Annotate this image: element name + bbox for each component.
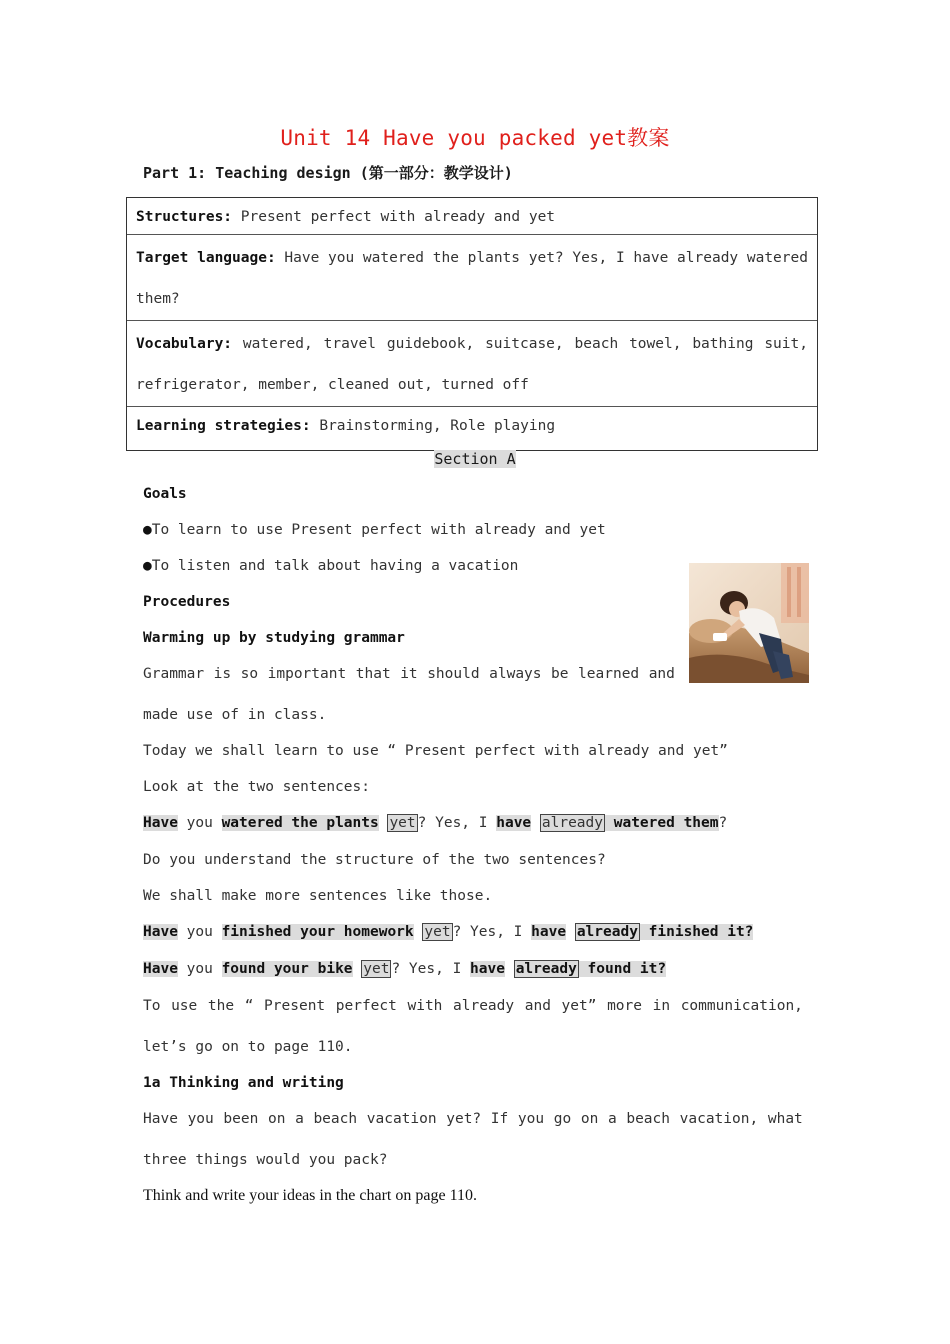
- word: go: [553, 1111, 572, 1127]
- strategies-label: Learning strategies:: [136, 418, 311, 434]
- word: with: [407, 998, 443, 1014]
- word: so: [240, 666, 259, 682]
- word: been: [223, 1111, 259, 1127]
- already-boxed: already: [576, 924, 638, 940]
- word: be: [551, 666, 569, 682]
- goal-text: To learn to use Present perfect with already and yet: [151, 522, 606, 538]
- have-word: have: [496, 815, 532, 831]
- word: communication,: [680, 998, 803, 1014]
- vocab-line-1: [136, 324, 808, 365]
- goal-item: [143, 558, 518, 574]
- example-sentence-3: [143, 961, 666, 977]
- word: bathing: [692, 336, 754, 352]
- think-line: Think and write your ideas in the chart on page 110.: [143, 1187, 477, 1204]
- grammar-line-2: made use of in class.: [143, 707, 327, 723]
- word: watered: [362, 250, 425, 266]
- word: that: [355, 666, 391, 682]
- word: yet?: [528, 250, 564, 266]
- verb-phrase: finished your homework: [221, 924, 414, 940]
- document-title: Unit 14 Have you packed yet教案: [280, 126, 670, 150]
- word: should: [427, 666, 480, 682]
- have-word: have: [470, 961, 505, 977]
- already-boxed: already: [515, 961, 577, 977]
- word: watered,: [242, 336, 313, 352]
- vocab-label: Vocabulary:: [136, 336, 233, 352]
- word: in: [652, 998, 671, 1014]
- verb-phrase: found your bike: [221, 961, 353, 977]
- word: Have: [284, 250, 320, 266]
- word: use: [171, 998, 198, 1014]
- word: always: [489, 666, 542, 682]
- procedures-heading: Procedures: [143, 594, 231, 610]
- have-word: Have: [143, 815, 178, 831]
- word: learned: [578, 666, 640, 682]
- goal-item: [143, 522, 606, 538]
- word: what: [767, 1111, 803, 1127]
- bullet-icon: ●: [143, 558, 152, 574]
- beach-line-1: [143, 1111, 803, 1127]
- teaching-design-table: [126, 197, 818, 451]
- word: vacation: [366, 1111, 437, 1127]
- answer-tail: finished it?: [639, 924, 754, 940]
- answer-start: ? Yes, I: [452, 924, 532, 940]
- touse-line-2: let’s go on to page 110.: [143, 1039, 353, 1055]
- onea-heading: 1a Thinking and writing: [143, 1075, 344, 1091]
- word: it: [400, 666, 418, 682]
- word: already: [453, 998, 515, 1014]
- have-word: Have: [143, 924, 178, 940]
- goals-heading: Goals: [143, 486, 187, 502]
- target-line-1: [136, 238, 808, 279]
- touse-line-1: [143, 998, 803, 1014]
- word: Present: [264, 998, 326, 1014]
- word: plants: [467, 250, 521, 266]
- grammar-line-1: [143, 666, 675, 682]
- woman-cleaning-sofa-photo: [689, 563, 809, 683]
- word: Have: [143, 1111, 178, 1127]
- word: already: [677, 250, 739, 266]
- word: you: [328, 250, 355, 266]
- word: yet?: [446, 1111, 482, 1127]
- word: guidebook,: [386, 336, 475, 352]
- word: is: [213, 666, 232, 682]
- word: you: [177, 924, 222, 940]
- word: on: [267, 1111, 286, 1127]
- yet-boxed: yet: [424, 924, 451, 940]
- word: the: [207, 998, 235, 1014]
- word: perfect: [335, 998, 397, 1014]
- word: I: [615, 250, 625, 266]
- table-row-vocabulary: [127, 321, 817, 407]
- word: vacation,: [679, 1111, 759, 1127]
- table-row-structures: [127, 198, 817, 235]
- word: and: [648, 666, 675, 682]
- answer-tail: watered them: [605, 815, 719, 831]
- word: travel: [323, 336, 377, 352]
- answer-tail: found it?: [578, 961, 667, 977]
- section-title: [0, 450, 950, 468]
- word: “: [244, 998, 254, 1014]
- today-line: Today we shall learn to use “ Present perfect with already and yet”: [143, 743, 728, 759]
- verb-phrase: watered the plants: [221, 815, 379, 831]
- photo-illustration: [689, 563, 809, 683]
- target-line-2: them?: [136, 291, 180, 307]
- example-sentence-1: [143, 815, 727, 831]
- word: yet”: [561, 998, 597, 1014]
- word: To: [143, 998, 161, 1014]
- look-line: Look at the two sentences:: [143, 779, 370, 795]
- section-title-text: Section A: [434, 450, 516, 468]
- goal-text: To listen and talk about having a vacation: [151, 558, 519, 574]
- yet-boxed: yet: [363, 961, 390, 977]
- understand-line: Do you understand the structure of the two sentences?: [143, 852, 606, 868]
- word: Grammar: [143, 666, 205, 682]
- word: Yes,: [572, 250, 608, 266]
- vocab-line-2: refrigerator, member, cleaned out, turned off: [136, 377, 529, 393]
- word: you: [187, 1111, 214, 1127]
- bullet-icon: ●: [143, 522, 152, 538]
- structures-label: Structures:: [136, 209, 233, 225]
- word: towel,: [629, 336, 682, 352]
- word: more: [607, 998, 642, 1014]
- word: important: [267, 666, 347, 682]
- answer-start: ? Yes, I: [417, 815, 497, 831]
- answer-start: ? Yes, I: [391, 961, 471, 977]
- table-row-target-language: [127, 235, 817, 321]
- word: a: [607, 1111, 617, 1127]
- word: beach: [313, 1111, 358, 1127]
- already-boxed: already: [541, 815, 603, 831]
- have-word: have: [531, 924, 567, 940]
- structures-value: Present perfect with already and yet: [240, 209, 556, 225]
- word: watered: [746, 250, 808, 266]
- word: on: [580, 1111, 599, 1127]
- yet-boxed: yet: [389, 815, 416, 831]
- have-word: Have: [143, 961, 178, 977]
- word: you: [517, 1111, 545, 1127]
- word: If: [490, 1111, 509, 1127]
- word: you: [177, 961, 222, 977]
- target-label: Target language:: [136, 250, 276, 266]
- question-mark: ?: [718, 815, 728, 831]
- word: and: [524, 998, 551, 1014]
- strategies-value: Brainstorming, Role playing: [319, 418, 556, 434]
- word: suitcase,: [485, 336, 564, 352]
- part-heading: Part 1: Teaching design (第一部分：教学设计): [143, 164, 513, 182]
- word: beach: [574, 336, 619, 352]
- word: you: [177, 815, 222, 831]
- word: have: [633, 250, 669, 266]
- table-row-strategies: [127, 407, 817, 450]
- word: beach: [626, 1111, 670, 1127]
- word: the: [432, 250, 459, 266]
- beach-line-2: three things would you pack?: [143, 1152, 388, 1168]
- word: suit,: [764, 336, 808, 352]
- word: a: [295, 1111, 304, 1127]
- warming-heading: Warming up by studying grammar: [143, 630, 405, 646]
- example-sentence-2: [143, 924, 753, 940]
- make-line: We shall make more sentences like those.: [143, 888, 493, 904]
